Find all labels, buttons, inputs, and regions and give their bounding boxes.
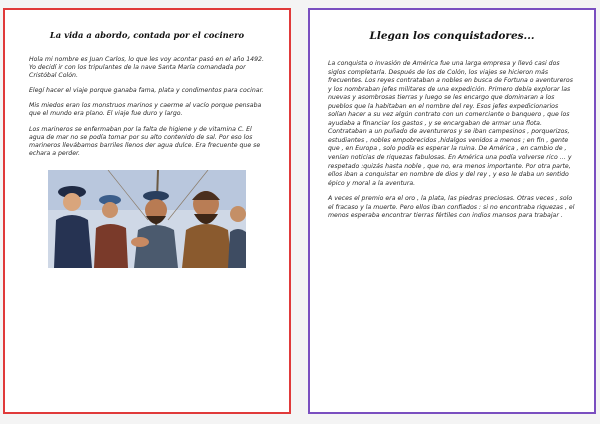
left-paragraph-1: Hola mi nombre es Juan Carlos, lo que les voy acontar pasó en el año 1492. Yo decidí ir con los tripulantes de la nave Santa María comandada por Cristóbal Colón. xyxy=(29,56,264,80)
right-page-body xyxy=(310,60,594,221)
sailors-illustration-icon xyxy=(48,170,246,268)
left-page-title: La vida a abordo, contada por el cocinero xyxy=(49,30,245,40)
right-page xyxy=(308,8,596,414)
left-paragraph-2: Elegí hacer el viaje porque ganaba fama, plata y condimentos para cocinar. xyxy=(29,87,264,95)
right-paragraph-2: A veces el premio era el oro , la plata, las piedras preciosas. Otras veces , solo el fracaso y la muerte. Pero ellos iban confiados : si no encontraba riquezas , el menos esperaba encontrar tierras fértiles con indios mansos para trabajar . xyxy=(328,195,575,220)
right-paragraph-1: La conquista o invasión de América fue una larga empresa y llevó casi dos siglos completarla. Después de los de Colón, los viajes se hicieron más frecuentes. Los reyes contrataban a nobles en busca de Fortuna o aventureros y los nombraban jefes militares de una expedición. Primero debía explorar las nuevas y asombrosas tierras y luego se les encargo que dominaran a los pueblos que la habitaban en el nombre del rey. Esos jefes expedicionarios solían hacer a su vez algún contrato con un comerciante o banquero , que los ayudaba a financiar los gastos , y se encargaban de armar una flota. Contrataban a un puñado de aventureros y se iban campesinos , porquerizos, estudiantes , nobles empobrecidos ,hidalgos venidos a menos ; en fin , gente que , en Europa , solo podía es esperar la ruina. De América , en cambio de , venían noticias de riquezas fabulosas. En América una podía volverse rico … y respetado :quizás hasta noble , que no, era menos importante. Por otra parte, ellos iban a conquistar en nombre de dios y del rey , y eso le daba un sentido épico y moral a la aventura. xyxy=(328,60,573,187)
left-page xyxy=(3,8,291,414)
left-paragraph-4: Los marineros se enfermaban por la falta de higiene y de vitamina C. El agua de mar no se podía tomar por su alto contenido de sal. Por eso los marineros llevábamos barriles llenos der agua dulce. Era frecuente que se echara a perder. xyxy=(29,125,261,157)
left-page-body xyxy=(5,56,289,158)
left-paragraph-3: Mis miedos eran los monstruos marinos y caerme al vacío porque pensaba que el mundo era plano. El viaje fue duro y largo. xyxy=(29,102,262,118)
right-page-title: Llegan los conquistadores... xyxy=(369,30,535,42)
